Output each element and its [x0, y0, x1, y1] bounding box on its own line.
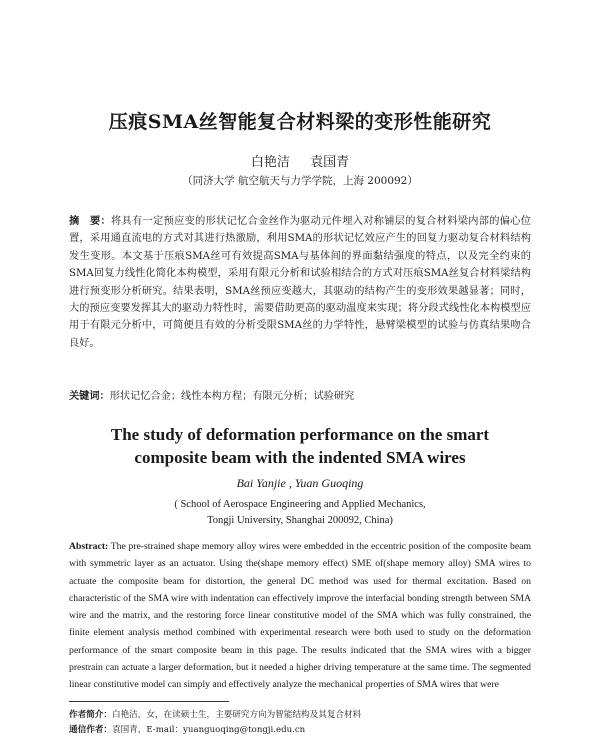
english-authors: Bai Yanjie , Yuan Guoqing [236, 476, 364, 490]
footnote-author-bio-label: 作者简介： [69, 710, 112, 720]
chinese-abstract-text: 将具有一定预应变的形状记忆合金丝作为驱动元件埋入对称铺层的复合材料梁内部的偏心位置，采用通直流电的方式对其进行热激励，利用SMA的形状记忆效应产生的回复力驱动复合材料结构发生变形。本文基于压痕SMA丝可有效提高SMA与基体间的界面黏结强度的特点，以及完全约束的SMA回复力线性化简化本构模型，采用有限元分析和试验相结合的方式对压痕SMA丝复合材料梁结构进行预变形分析研究。结果表明，SMA丝预应变越大，其驱动的结构产生的变形效果越显著；同时，大的预应变要发挥其大的驱动力特性时，需要借助更高的驱动温度来实现；将分段式线性化本构模型应用于有限元分析中，可简便且有效的分析受限SMA丝的力学特性，悬臂梁模型的试验与仿真结果吻合良好。 [69, 216, 531, 349]
chinese-keywords-text: 形状记忆合金；线性本构方程；有限元分析；试验研究 [109, 391, 355, 402]
footnote-corresponding-text: 袁国青，E-mail：yuanguoqing@tongji.edu.cn [111, 725, 306, 735]
english-title [0, 423, 600, 469]
chinese-affiliation: （同济大学 航空航天与力学学院，上海 200092） [182, 175, 418, 187]
chinese-abstract [69, 213, 531, 352]
author-1-cn: 白艳洁 [250, 155, 290, 170]
chinese-keywords-label: 关键词： [69, 391, 110, 402]
chinese-authors [0, 151, 600, 170]
english-affiliation-line-1: ( School of Aerospace Engineering and Applied Mechanics, [174, 499, 426, 510]
footnote-author-bio-text: 白艳洁，女，在读硕士生，主要研究方向为智能结构及其复合材料 [111, 710, 362, 720]
footnote-author-bio [69, 708, 361, 720]
english-abstract [69, 538, 531, 694]
chinese-title: 压痕SMA丝智能复合材料梁的变形性能研究 [108, 111, 492, 133]
english-title-line-1: The study of deformation performance on the smart [110, 425, 490, 444]
english-title-line-2: composite beam with the indented SMA wires [134, 448, 466, 467]
english-affiliation [0, 497, 600, 529]
footnote-corresponding-label: 通信作者： [69, 725, 112, 735]
chinese-keywords [69, 388, 531, 405]
footnote-corresponding-author [69, 723, 305, 735]
english-abstract-text: The pre-strained shape memory alloy wires were embedded in the eccentric position of the composite beam with symmetric layer as an actuator. Using the(shape memory effect) SME of(shape memory alloy) SMA wires to actuate the composite beam for distortion, the general DC method was used for thermal excitation. Based on characteristic of the SMA wire with indentation can effectively improve the interfacial bonding strength between SMA wire and the matrix, and the restoring force linear constitutive model of the SMA which was fully constrained, the finite element analysis method combined with experimental research were both used to study on the deformation performance of the smart composite beam in this page. The results indicated that the SMA wires with a bigger prestrain can actuate a larger deformation, but it needed a higher driving temperature at the same time. The segmented linear constitutive model can simply and effectively analyze the mechanical properties of SMA wires that were [69, 541, 531, 691]
english-affiliation-line-2: Tongji University, Shanghai 200092, China) [207, 515, 393, 526]
footnote-divider [69, 701, 229, 702]
chinese-abstract-label: 摘 要： [69, 216, 112, 227]
author-2-cn: 袁国青 [310, 155, 350, 170]
english-abstract-label: Abstract: [69, 541, 109, 552]
